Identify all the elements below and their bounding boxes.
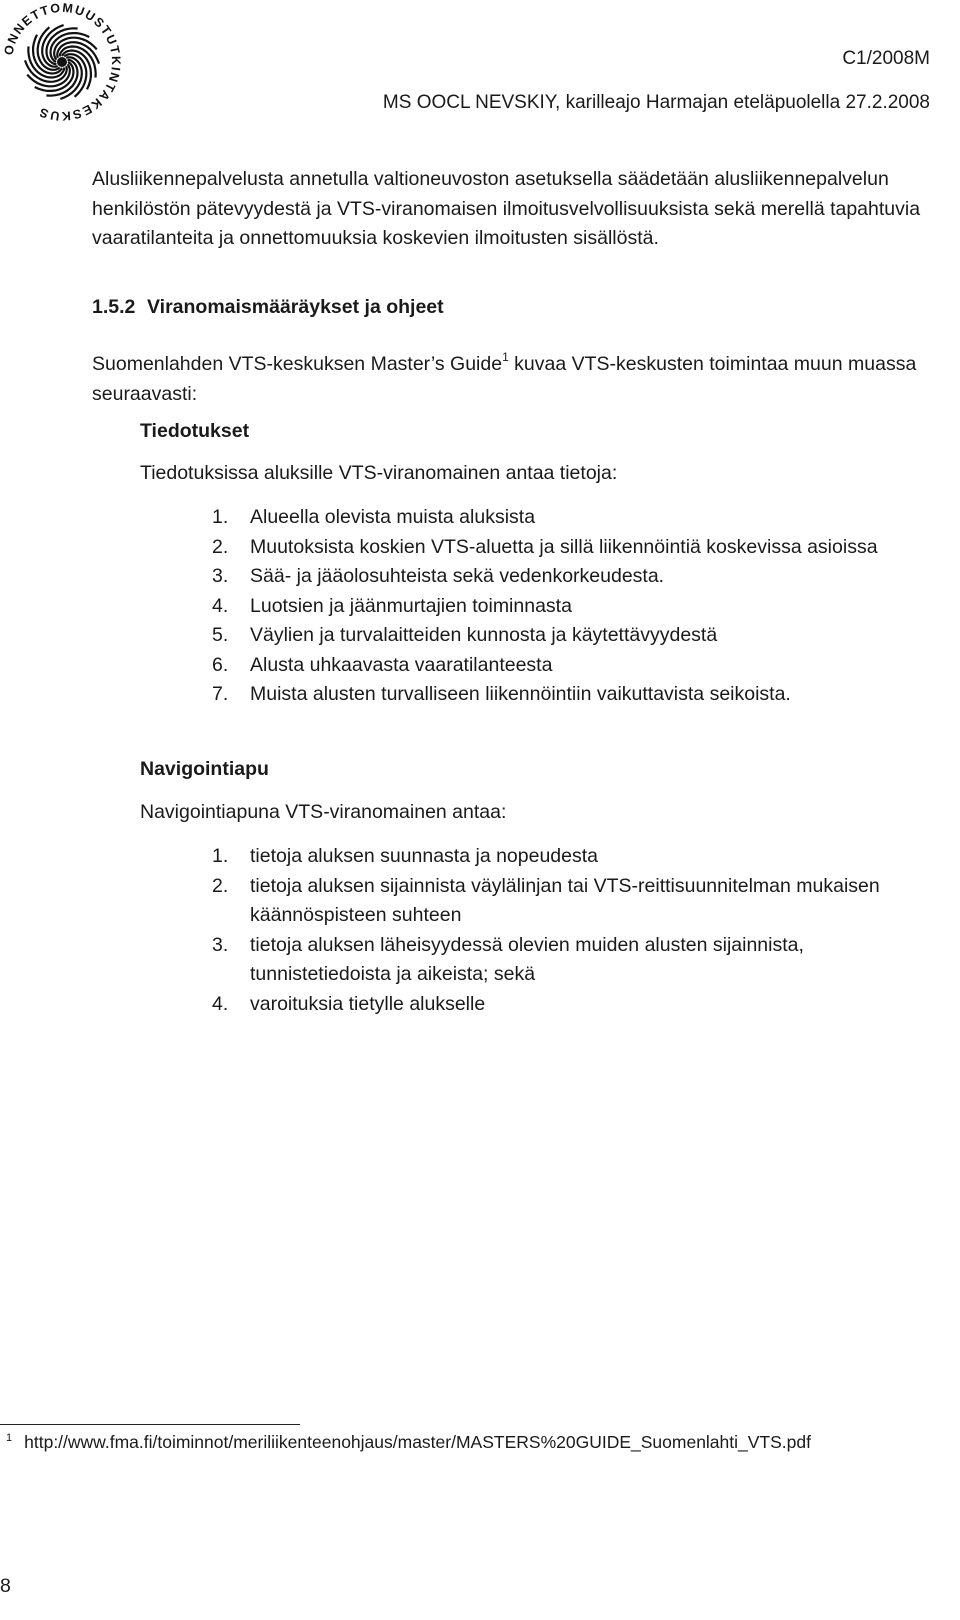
logo-seal (0, 0, 124, 124)
list-item-text: tietoja aluksen läheisyydessä olevien muiden alusten sijainnista, tunnistetiedoista ja aikeista; sekä (250, 933, 804, 985)
section-number: 1.5.2 (92, 296, 136, 318)
list-item-number: 4. (212, 992, 229, 1015)
page-number: 8 (0, 1575, 11, 1597)
report-title: MS OOCL NEVSKIY, karilleajo Harmajan eteläpuolella 27.2.2008 (382, 92, 930, 113)
masters-guide-paragraph (92, 350, 942, 409)
heading-tiedotukset: Tiedotukset (140, 420, 250, 442)
heading-navigointiapu: Navigointiapu (140, 758, 269, 780)
intro-paragraph: Alusliikennepalvelusta annetulla valtioneuvoston asetuksella säädetään alusliikennepalvelun henkilöstön pätevyydestä ja VTS-viranomaisen ilmoitusvelvollisuuksista sekä merellä tapahtuvia vaaratilanteita ja onnettomuuksia koskevien ilmoitusten sisällöstä. (92, 168, 921, 249)
list-item (212, 621, 932, 651)
list-item (212, 592, 932, 622)
list-item-number: 1. (212, 506, 229, 528)
list-item-text: Muista alusten turvalliseen liikennöintiin vaikuttavista seikoista. (250, 683, 791, 705)
report-code: C1/2008M (842, 48, 930, 69)
list-item-text: Luotsien ja jäänmurtajien toiminnasta (250, 594, 572, 617)
list-item (212, 990, 947, 1020)
list-item-number: 6. (212, 653, 229, 676)
list-item (212, 533, 932, 563)
para-text-before: Suomenlahden VTS-keskuksen Master’s Guide (92, 353, 503, 375)
list-item-text: Alueella olevista muista aluksista (250, 506, 536, 528)
list-item (212, 503, 932, 533)
list-item-text: tietoja aluksen suunnasta ja nopeudesta (250, 845, 599, 867)
list-item-number: 2. (212, 874, 229, 897)
list-item (212, 562, 932, 592)
navigointiapu-lead: Navigointiapuna VTS-viranomainen antaa: (140, 801, 507, 823)
list-item-text: Väylien ja turvalaitteiden kunnosta ja käytettävyydestä (250, 624, 718, 646)
tiedotukset-list (212, 503, 932, 710)
footnote-number: 1 (6, 1432, 13, 1444)
list-item (212, 872, 947, 931)
list-item-text: Muutoksista koskien VTS-aluetta ja sillä liikennöintiä koskevissa asioissa (250, 535, 878, 558)
footnote-divider (0, 1424, 300, 1425)
list-item-text: Sää- ja jääolosuhteista sekä vedenkorkeudesta. (250, 565, 665, 587)
list-item-number: 5. (212, 624, 229, 646)
list-item-number: 1. (212, 845, 229, 867)
spiral-seal-icon (25, 25, 99, 99)
para-text-after: kuvaa VTS-keskusten toimintaa muun muassa seuraavasti: (92, 353, 917, 405)
list-item-number: 3. (212, 933, 229, 956)
footnote-url: http://www.fma.fi/toiminnot/meriliikenteenohjaus/master/MASTERS%20GUIDE_Suomenlahti_VTS.pdf (24, 1432, 811, 1452)
list-item-text: tietoja aluksen sijainnista väylälinjan tai VTS-reittisuunnitelman mukaisen käännöspisteen suhteen (250, 874, 880, 926)
list-item-number: 3. (212, 565, 229, 587)
section-heading: Viranomaismääräykset ja ohjeet (147, 296, 444, 318)
list-item (212, 651, 932, 681)
list-item-number: 2. (212, 535, 229, 558)
logo-ring-text: ONNETTOMUUSTUTKINTAKESKUS (1, 0, 124, 124)
footnote-ref: 1 (502, 350, 509, 364)
list-item-number: 7. (212, 683, 229, 705)
tiedotukset-lead: Tiedotuksissa aluksille VTS-viranomainen antaa tietoja: (140, 462, 618, 484)
list-item-number: 4. (212, 594, 229, 617)
list-item (212, 842, 947, 872)
list-item-text: Alusta uhkaavasta vaaratilanteesta (250, 653, 553, 676)
list-item-text: varoituksia tietylle alukselle (250, 992, 486, 1015)
footnote (6, 1432, 811, 1453)
list-item (212, 680, 932, 710)
navigointiapu-list (212, 842, 947, 1019)
list-item (212, 931, 947, 990)
